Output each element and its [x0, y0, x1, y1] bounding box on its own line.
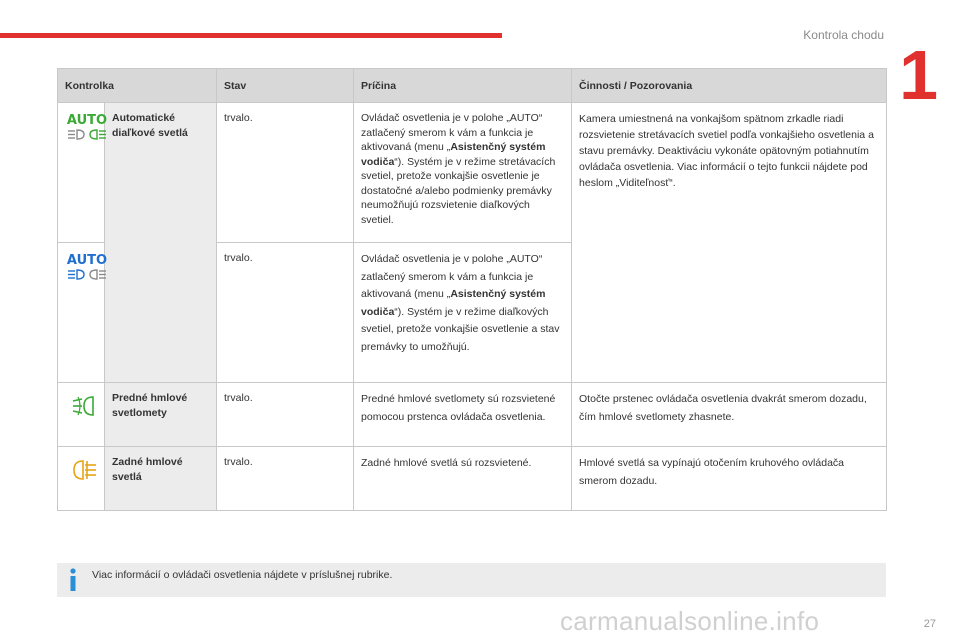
info-text: Viac informácií o ovládači osvetlenia nájdete v príslušnej rubrike. — [92, 569, 393, 581]
state-cell: trvalo. — [217, 103, 354, 243]
svg-text:AUTO: AUTO — [66, 113, 108, 128]
cause-cell: Zadné hmlové svetlá sú rozsvietené. — [354, 447, 572, 511]
header-accent-bar — [0, 33, 502, 38]
info-note — [57, 563, 886, 597]
info-icon — [65, 567, 81, 593]
action-cell: Otočte prstenec ovládača osvetlenia dvakrát smerom dozadu, čím hmlové svetlomety zhasnete. — [572, 383, 887, 447]
state-cell: trvalo. — [217, 243, 354, 383]
column-header-cause: Príčina — [354, 69, 572, 103]
indicator-name: Automatické diaľkové svetlá — [105, 103, 217, 383]
rear-fog-light-icon — [65, 455, 109, 489]
indicator-icon-cell — [58, 103, 108, 243]
watermark: carmanualsonline.info — [560, 606, 820, 636]
state-cell: trvalo. — [217, 447, 354, 511]
action-cell: Hmlové svetlá sa vypínajú otočením kruhového ovládača smerom dozadu. — [572, 447, 887, 511]
indicator-icon-cell — [58, 383, 105, 447]
action-cell: Kamera umiestnená na vonkajšom spätnom zrkadle riadi rozsvietenie stretávacích svetiel podľa vonkajšieho osvetlenia a stavu premávky. Deaktiváciu vykonáte opätovným potiahnutím ovládača osvetlenia. Viac informácií o tejto funkcii nájdete pod heslom „Viditeľnosť“. — [572, 103, 887, 383]
front-fog-light-icon — [65, 391, 109, 425]
cause-cell: Predné hmlové svetlomety sú rozsvietené pomocou prstenca ovládača osvetlenia. — [354, 383, 572, 447]
table-header-row — [58, 69, 887, 103]
warning-lights-table — [57, 68, 887, 511]
section-title: Kontrola chodu — [803, 28, 884, 42]
table-row — [58, 383, 887, 447]
auto-high-beam-green-icon — [65, 111, 109, 145]
indicator-name: Zadné hmlové svetlá — [105, 447, 217, 511]
table-row — [58, 447, 887, 511]
state-cell: trvalo. — [217, 383, 354, 447]
column-header-action: Činnosti / Pozorovania — [572, 69, 887, 103]
cause-cell: Ovládač osvetlenia je v polohe „AUTO“ zatlačený smerom k vám a funkcia je aktivovaná (menu „Asistenčný systém vodiča“). Systém je v režime stretávacích svetiel, pretože vonkajšie osvetlenie je dostatočné a/alebo podmienky premávky neumožňujú rozsvietenie diaľkových svetiel. — [354, 103, 572, 243]
column-header-indicator: Kontrolka — [58, 69, 217, 103]
indicator-icon-cell — [58, 243, 108, 383]
column-header-state: Stav — [217, 69, 354, 103]
auto-high-beam-blue-icon — [65, 251, 109, 285]
table-row — [58, 103, 887, 243]
indicator-icon-cell — [58, 447, 105, 511]
chapter-number: 1 — [899, 36, 938, 114]
cause-cell: Ovládač osvetlenia je v polohe „AUTO“ zatlačený smerom k vám a funkcia je aktivovaná (menu „Asistenčný systém vodiča“). Systém je v režime diaľkových svetiel, pretože vonkajšie osvetlenie a stav premávky to umožňujú. — [354, 243, 572, 383]
page-number: 27 — [923, 618, 936, 630]
indicator-name: Predné hmlové svetlomety — [105, 383, 217, 447]
svg-text:AUTO: AUTO — [66, 253, 108, 268]
